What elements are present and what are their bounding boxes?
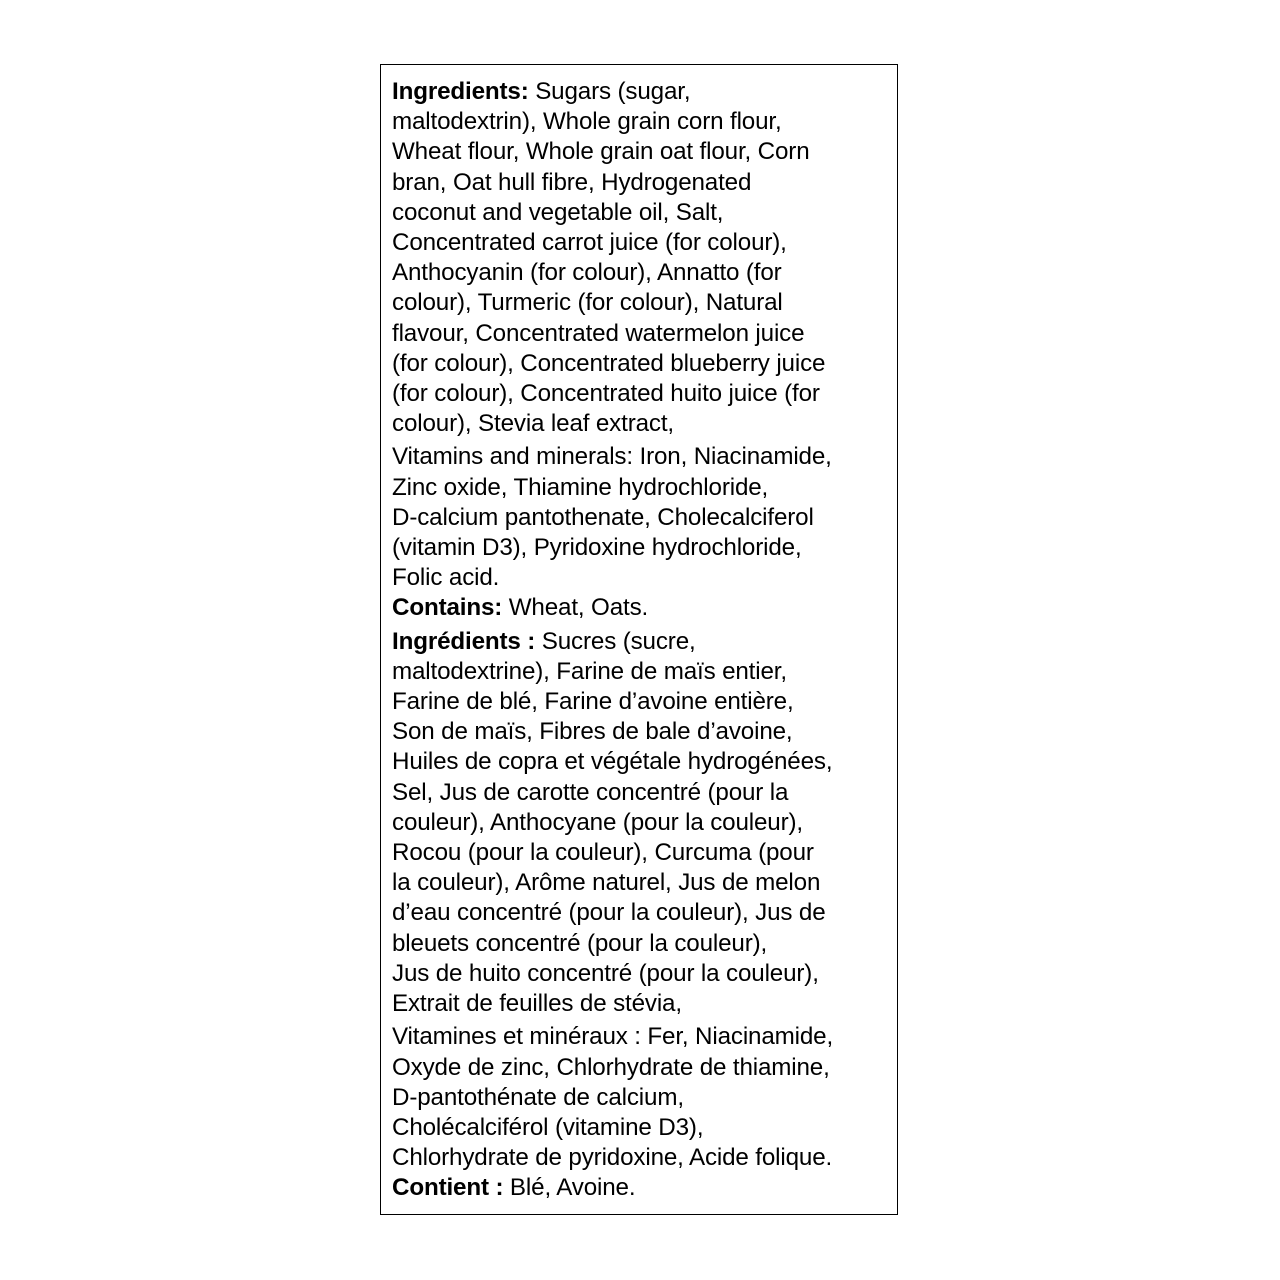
french-ingredients-first-line-text: Sucres (sucre,: [535, 627, 696, 655]
english-ingredients-line: bran, Oat hull fibre, Hydrogenated: [392, 168, 752, 196]
english-vitamins-block: [392, 442, 889, 593]
french-ingredients-line: Son de maïs, Fibres de bale d’avoine,: [392, 718, 793, 746]
english-ingredients-line: colour), Stevia leaf extract,: [392, 410, 674, 438]
english-ingredients-line: Concentrated carrot juice (for colour),: [392, 229, 787, 257]
english-contains-text: Wheat, Oats.: [502, 594, 649, 622]
french-ingredients-line: Jus de huito concentré (pour la couleur),: [392, 959, 819, 987]
english-vitamins-line: Folic acid.: [392, 564, 500, 592]
french-ingredients-line: Sel, Jus de carotte concentré (pour la: [392, 778, 789, 806]
french-ingredients-line: Extrait de feuilles de stévia,: [392, 990, 682, 1018]
french-ingredients-first-line: [392, 627, 889, 657]
french-contains-heading: Contient :: [392, 1174, 504, 1202]
french-contains-text: Blé, Avoine.: [503, 1174, 636, 1202]
english-contains-heading: Contains:: [392, 594, 503, 622]
ingredients-label-panel: [380, 64, 898, 1215]
french-ingredients-heading: Ingrédients :: [392, 627, 536, 655]
english-vitamins-line: (vitamin D3), Pyridoxine hydrochloride,: [392, 534, 802, 562]
french-ingredients-line: bleuets concentré (pour la couleur),: [392, 929, 768, 957]
english-ingredients-line: Wheat flour, Whole grain oat flour, Corn: [392, 138, 810, 166]
french-vitamins-line: Chlorhydrate de pyridoxine, Acide folique.: [392, 1144, 833, 1172]
english-ingredients-first-line-text: Sugars (sugar,: [528, 78, 691, 105]
french-allergen-line: [392, 1173, 889, 1203]
french-ingredients-line: Rocou (pour la couleur), Curcuma (pour: [392, 839, 814, 867]
english-ingredients-line: colour), Turmeric (for colour), Natural: [392, 289, 783, 317]
english-ingredients-line: (for colour), Concentrated blueberry juice: [392, 349, 826, 377]
english-vitamins-line: D-calcium pantothenate, Cholecalciferol: [392, 503, 814, 531]
french-vitamins-line: Cholécalciférol (vitamine D3),: [392, 1113, 704, 1141]
english-ingredients-line: flavour, Concentrated watermelon juice: [392, 319, 805, 347]
french-ingredients-line: maltodextrine), Farine de maïs entier,: [392, 657, 787, 685]
french-vitamins-line: Vitamines et minéraux : Fer, Niacinamide,: [392, 1023, 834, 1051]
english-ingredients-line: (for colour), Concentrated huito juice (for: [392, 380, 820, 408]
french-ingredients-line: d’eau concentré (pour la couleur), Jus de: [392, 899, 826, 927]
english-vitamins-line: Vitamins and minerals: Iron, Niacinamide,: [392, 443, 832, 471]
english-ingredients-line: maltodextrin), Whole grain corn flour,: [392, 108, 782, 136]
english-allergen-statement: [392, 593, 889, 623]
english-ingredients-line: coconut and vegetable oil, Salt,: [392, 198, 724, 226]
english-ingredients-block: [392, 77, 889, 439]
french-vitamins-line: D-pantothénate de calcium,: [392, 1083, 684, 1111]
english-allergen-line: [392, 593, 889, 623]
french-ingredients-line: Huiles de copra et végétale hydrogénées,: [392, 748, 833, 776]
french-ingredients-line: la couleur), Arôme naturel, Jus de melon: [392, 869, 821, 897]
french-ingredients-line: Farine de blé, Farine d’avoine entière,: [392, 688, 794, 716]
english-ingredients-heading: Ingredients:: [392, 78, 529, 105]
english-ingredients-line: Anthocyanin (for colour), Annatto (for: [392, 259, 782, 287]
french-ingredients-line: couleur), Anthocyane (pour la couleur),: [392, 808, 803, 836]
french-vitamins-block: [392, 1022, 889, 1173]
english-vitamins-line: Zinc oxide, Thiamine hydrochloride,: [392, 473, 769, 501]
french-vitamins-line: Oxyde de zinc, Chlorhydrate de thiamine,: [392, 1053, 830, 1081]
french-allergen-statement: [392, 1173, 889, 1203]
french-ingredients-block: [392, 627, 889, 1020]
english-ingredients-first-line: [392, 77, 889, 107]
